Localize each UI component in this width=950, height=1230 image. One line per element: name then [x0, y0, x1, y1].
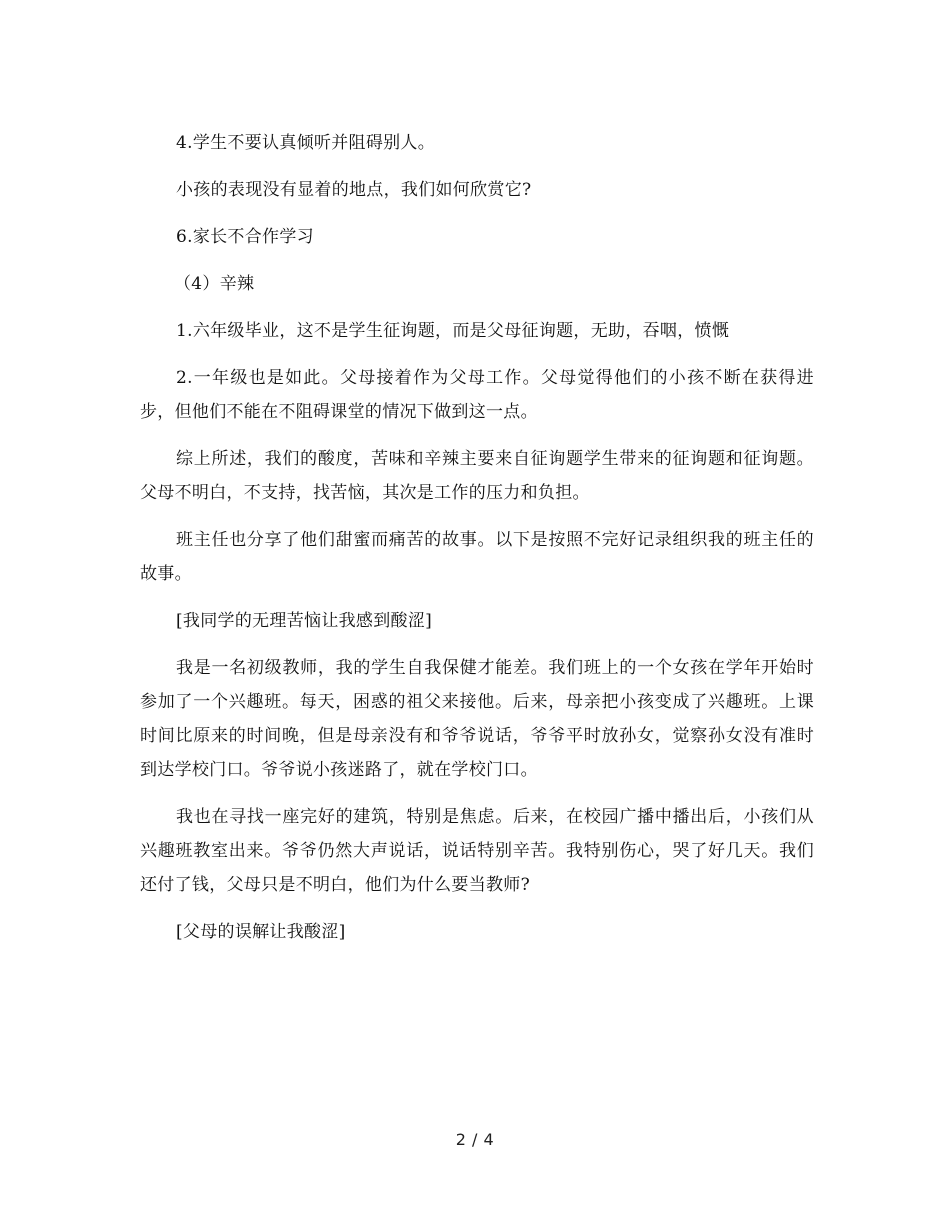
paragraph-spicy-1: 1.六年级毕业，这不是学生征询题，而是父母征询题，无助，吞咽，愤慨: [176, 321, 730, 341]
paragraph-item-4: 4.学生不要认真倾听并阻碍别人。: [176, 133, 436, 153]
paragraph-summary: 综上所述，我们的酸度，苦味和辛辣主要来自征询题学生带来的征询题和征询题。父母不明白，不支持，找苦恼，其次是工作的压力和负担。: [140, 449, 814, 503]
paragraph-story-2: 我也在寻找一座完好的建筑，特别是焦虑。后来，在校园广播中播出后，小孩们从兴趣班教室出来。爷爷仍然大声说话，说话特别辛苦。我特别伤心，哭了好几天。我们还付了钱，父母只是不明白，他们为什么要当教师?: [140, 807, 814, 895]
paragraph-item-6: 6.家长不合作学习: [176, 227, 314, 247]
document-body: [140, 126, 814, 962]
story-title-classmate: [我同学的无理苦恼让我感到酸涩]: [176, 611, 433, 631]
page-number: 2 / 4: [455, 1130, 495, 1149]
paragraph-teacher-stories: 班主任也分享了他们甜蜜而痛苦的故事。以下是按照不完好记录组织我的班主任的故事。: [140, 530, 814, 584]
paragraph-child-performance: 小孩的表现没有显着的地点，我们如何欣赏它?: [176, 180, 532, 200]
paragraph-story-1: 我是一名初级教师，我的学生自我保健才能差。我们班上的一个女孩在学年开始时参加了一个兴趣班。每天，困惑的祖父来接他。后来，母亲把小孩变成了兴趣班。上课时间比原来的时间晚，但是母亲没有和爷爷说话，爷爷平时放孙女，觉察孙女没有准时到达学校门口。爷爷说小孩迷路了，就在学校门口。: [140, 658, 814, 780]
section-heading-spicy: （4）辛辣: [174, 274, 255, 294]
paragraph-spicy-2: 2.一年级也是如此。父母接着作为父母工作。父母觉得他们的小孩不断在获得进步，但他们不能在不阻碍课堂的情况下做到这一点。: [140, 368, 814, 422]
story-title-parents: [父母的误解让我酸涩]: [176, 922, 346, 942]
